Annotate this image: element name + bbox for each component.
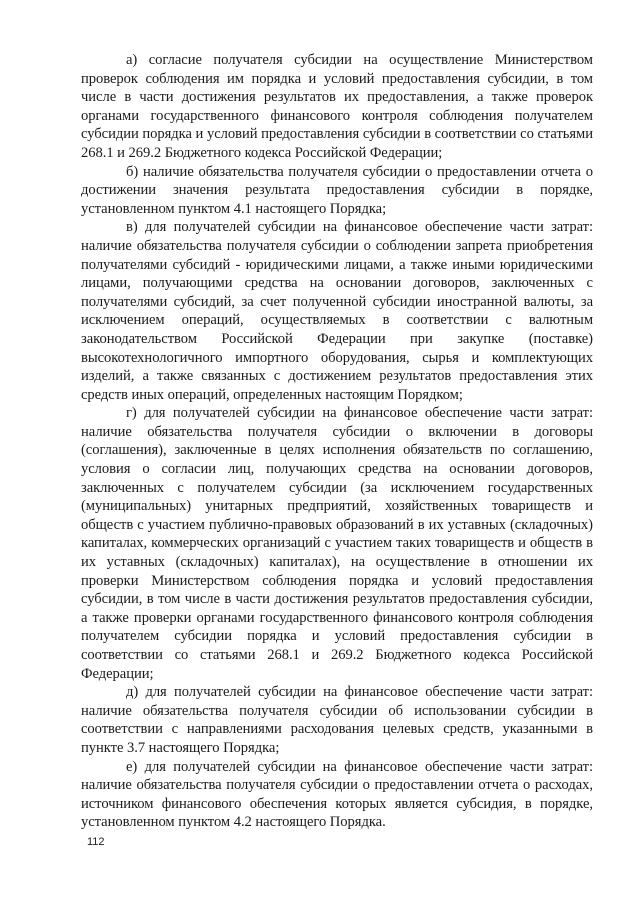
paragraph-e: е) для получателей субсидии на финансовое обеспечение части затрат: наличие обязательства получателя субсидии о предоставлении отчета о расходах, источником финансового обеспечения которых является субсидия, в порядке, установленном пунктом 4.2 настоящего Порядка. bbox=[81, 758, 593, 831]
document-body bbox=[81, 51, 593, 832]
paragraph-b: б) наличие обязательства получателя субсидии о предоставлении отчета о достижении значения результата предоставления субсидии в порядке, установленном пунктом 4.1 настоящего Порядка; bbox=[81, 163, 593, 217]
page-number: 112 bbox=[87, 836, 105, 848]
paragraph-v: в) для получателей субсидии на финансовое обеспечение части затрат: наличие обязательства получателя субсидии о соблюдении запрета приобретения получателями субсидий - юридическими лицами, а также иными юридическими лицами, получающими средства на основании договоров, заключенных с получателями субсидий, за счет полученной субсидии иностранной валюты, за исключением операций, осуществляемых в соответствии с валютным законодательством Российской Федерации при закупке (поставке) высокотехнологичного импортного оборудования, сырья и комплектующих изделий, а также связанных с достижением результатов предоставления этих средств иных операций, определенных настоящим Порядком; bbox=[81, 219, 593, 403]
paragraph-a: а) согласие получателя субсидии на осуществление Министерством проверок соблюдения им порядка и условий предоставления субсидии, в том числе в части достижения результатов их предоставления, а также проверок органами государственного финансового контроля соблюдения получателем субсидии порядка и условий предоставления субсидии в соответствии со статьями 268.1 и 269.2 Бюджетного кодекса Российской Федерации; bbox=[81, 52, 593, 161]
paragraph-g: г) для получателей субсидии на финансовое обеспечение части затрат: наличие обязательства получателя субсидии о включении в договоры (соглашения), заключенные в целях исполнения обязательств по соглашению, условия о согласии лиц, получающих средства на основании договоров, заключенных с получателем субсидии (за исключением государственных (муниципальных) унитарных предприятий, хозяйственных товариществ и обществ с участием публично-правовых образований в их уставных (складочных) капиталах, коммерческих организаций с участием таких товариществ и обществ в их уставных (складочных) капиталах), на осуществление в отношении их проверки Министерством соблюдения порядка и условий предоставления субсидии, в том числе в части достижения результатов предоставления субсидии, а также проверки органами государственного финансового контроля соблюдения получателем субсидии порядка и условий предоставления субсидии в соответствии со статьями 268.1 и 269.2 Бюджетного кодекса Российской Федерации; bbox=[81, 405, 593, 682]
paragraph-d: д) для получателей субсидии на финансовое обеспечение части затрат: наличие обязательства получателя субсидии об использовании субсидии в соответствии с направлениями расходования целевых средств, указанными в пункте 3.7 настоящего Порядка; bbox=[81, 684, 593, 756]
